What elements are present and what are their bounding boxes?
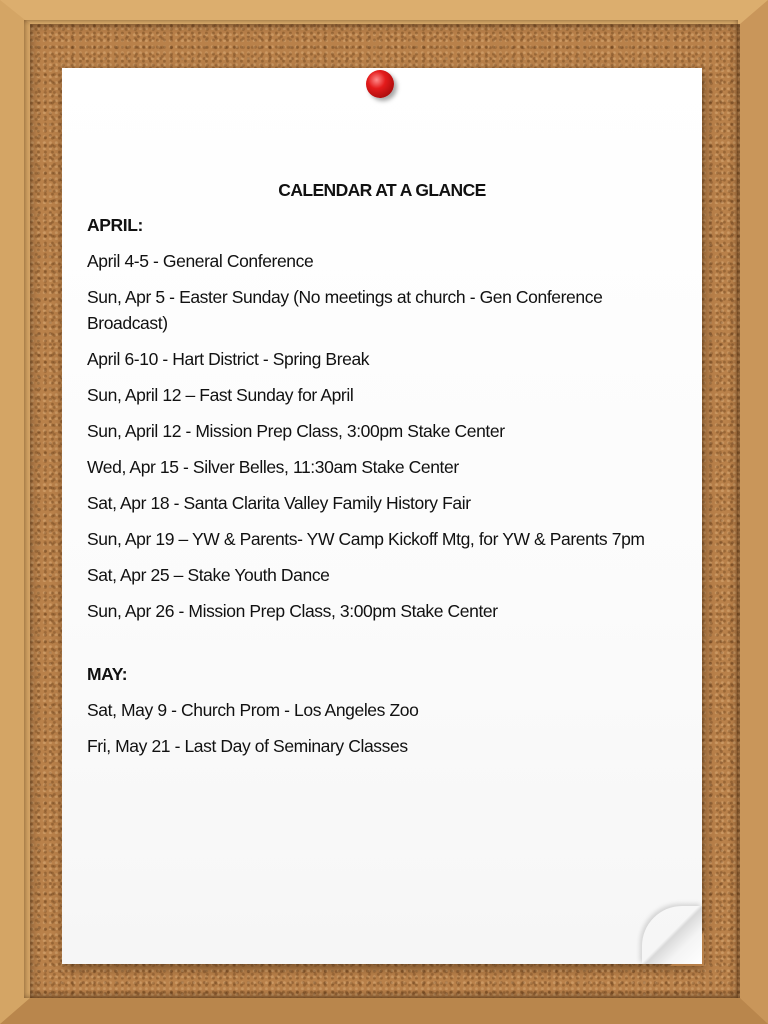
event-item: Sat, Apr 18 - Santa Clarita Valley Family History Fair [87, 493, 471, 513]
event-item: Wed, Apr 15 - Silver Belles, 11:30am Stake Center [87, 457, 459, 477]
paper-curl [642, 906, 702, 964]
event-item: Sun, Apr 26 - Mission Prep Class, 3:00pm Stake Center [87, 601, 498, 621]
push-pin-icon [366, 70, 394, 98]
page-title: CALENDAR AT A GLANCE [278, 180, 486, 200]
event-item: Sun, Apr 5 - Easter Sunday (No meetings at church - Gen Conference Broadcast) [87, 287, 603, 333]
event-item: Fri, May 21 - Last Day of Seminary Classes [87, 736, 408, 756]
event-item: April 6-10 - Hart District - Spring Break [87, 349, 370, 369]
event-item: Sun, April 12 - Mission Prep Class, 3:00pm Stake Center [87, 421, 505, 441]
calendar-content [87, 180, 677, 769]
month-heading-april: APRIL: [87, 215, 143, 235]
event-item: Sun, April 12 – Fast Sunday for April [87, 385, 354, 405]
event-item: Sat, May 9 - Church Prom - Los Angeles Zoo [87, 700, 419, 720]
event-item: April 4-5 - General Conference [87, 251, 314, 271]
event-item: Sun, Apr 19 – YW & Parents- YW Camp Kickoff Mtg, for YW & Parents 7pm [87, 529, 645, 549]
event-item: Sat, Apr 25 – Stake Youth Dance [87, 565, 330, 585]
section-spacer [87, 634, 677, 664]
month-heading-may: MAY: [87, 664, 128, 684]
